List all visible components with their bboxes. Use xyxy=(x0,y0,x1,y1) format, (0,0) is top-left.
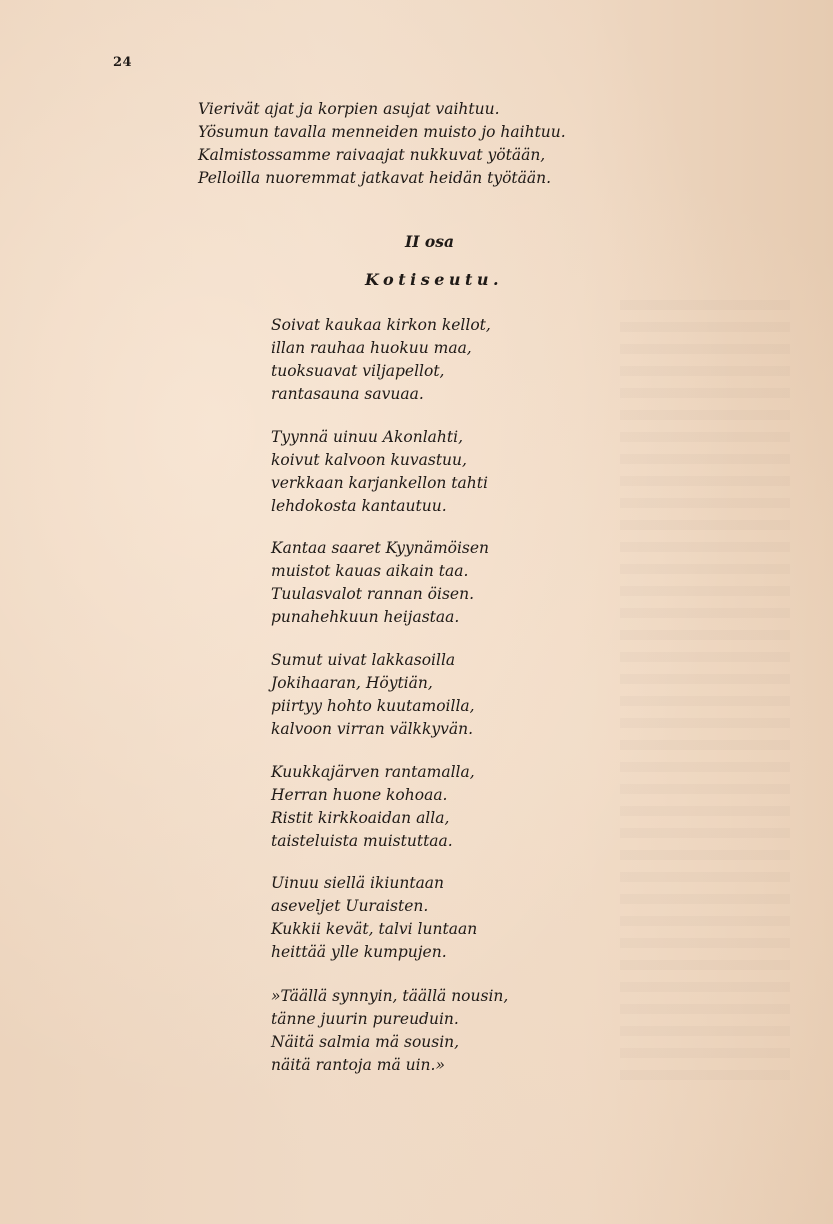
stanza-line: Ristit kirkkoaidan alla, xyxy=(271,809,450,827)
stanza-line: piirtyy hohto kuutamoilla, xyxy=(271,697,475,715)
stanza-line: muistot kauas aikain taa. xyxy=(271,562,469,580)
stanza-line: Näitä salmia mä sousin, xyxy=(271,1033,460,1051)
stanza-line: Tyynnä uinuu Akonlahti, xyxy=(271,428,463,446)
stanza-line: lehdokosta kantautuu. xyxy=(271,497,447,515)
stanza-line: rantasauna savuaa. xyxy=(271,385,424,403)
stanza-line: kalvoon virran välkkyvän. xyxy=(271,720,474,738)
opening-verse xyxy=(198,98,566,190)
verse-line: Yösumun tavalla menneiden muisto jo haihtuu. xyxy=(198,123,566,141)
verse-line: Kalmistossamme raivaajat nukkuvat yötään, xyxy=(198,146,546,164)
stanza xyxy=(271,872,477,964)
stanza-line: Sumut uivat lakkasoilla xyxy=(271,651,456,669)
stanza-line: Jokihaaran, Höytiän, xyxy=(271,674,433,692)
stanza-line: Soivat kaukaa kirkon kellot, xyxy=(271,316,491,334)
verse-line: Pelloilla nuoremmat jatkavat heidän työtään. xyxy=(198,169,552,187)
stanza-line: tuoksuavat viljapellot, xyxy=(271,362,445,380)
stanza xyxy=(271,537,489,629)
section-title: Kotiseutu. xyxy=(365,270,504,289)
stanza-line: verkkaan karjankellon tahti xyxy=(271,474,488,492)
stanza-line: Kantaa saaret Kyynämöisen xyxy=(271,539,490,557)
stanza-line: näitä rantoja mä uin.» xyxy=(271,1056,445,1074)
part-heading: II osa xyxy=(405,232,455,251)
stanza xyxy=(271,761,475,853)
stanza-line: taisteluista muistuttaa. xyxy=(271,832,453,850)
stanza xyxy=(271,426,488,518)
stanza-line: illan rauhaa huokuu maa, xyxy=(271,339,472,357)
stanza xyxy=(271,649,475,741)
stanza-line: »Täällä synnyin, täällä nousin, xyxy=(271,987,509,1005)
stanza-line: aseveljet Uuraisten. xyxy=(271,897,429,915)
verse-line: Vierivät ajat ja korpien asujat vaihtuu. xyxy=(198,100,500,118)
stanza-line: Uinuu siellä ikiuntaan xyxy=(271,874,445,892)
stanza-line: punahehkuun heijastaa. xyxy=(271,608,460,626)
stanza-line: Kuukkajärven rantamalla, xyxy=(271,763,475,781)
stanza-line: tänne juurin pureuduin. xyxy=(271,1010,459,1028)
page-number: 24 xyxy=(113,55,133,70)
stanza-line: Herran huone kohoaa. xyxy=(271,786,448,804)
stanza-line: heittää ylle kumpujen. xyxy=(271,943,447,961)
stanza-line: Kukkii kevät, talvi luntaan xyxy=(271,920,478,938)
stanza-line: Tuulasvalot rannan öisen. xyxy=(271,585,474,603)
stanza-line: koivut kalvoon kuvastuu, xyxy=(271,451,467,469)
stanza xyxy=(271,314,491,406)
stanza xyxy=(271,985,508,1077)
show-through-texture xyxy=(620,300,790,1080)
